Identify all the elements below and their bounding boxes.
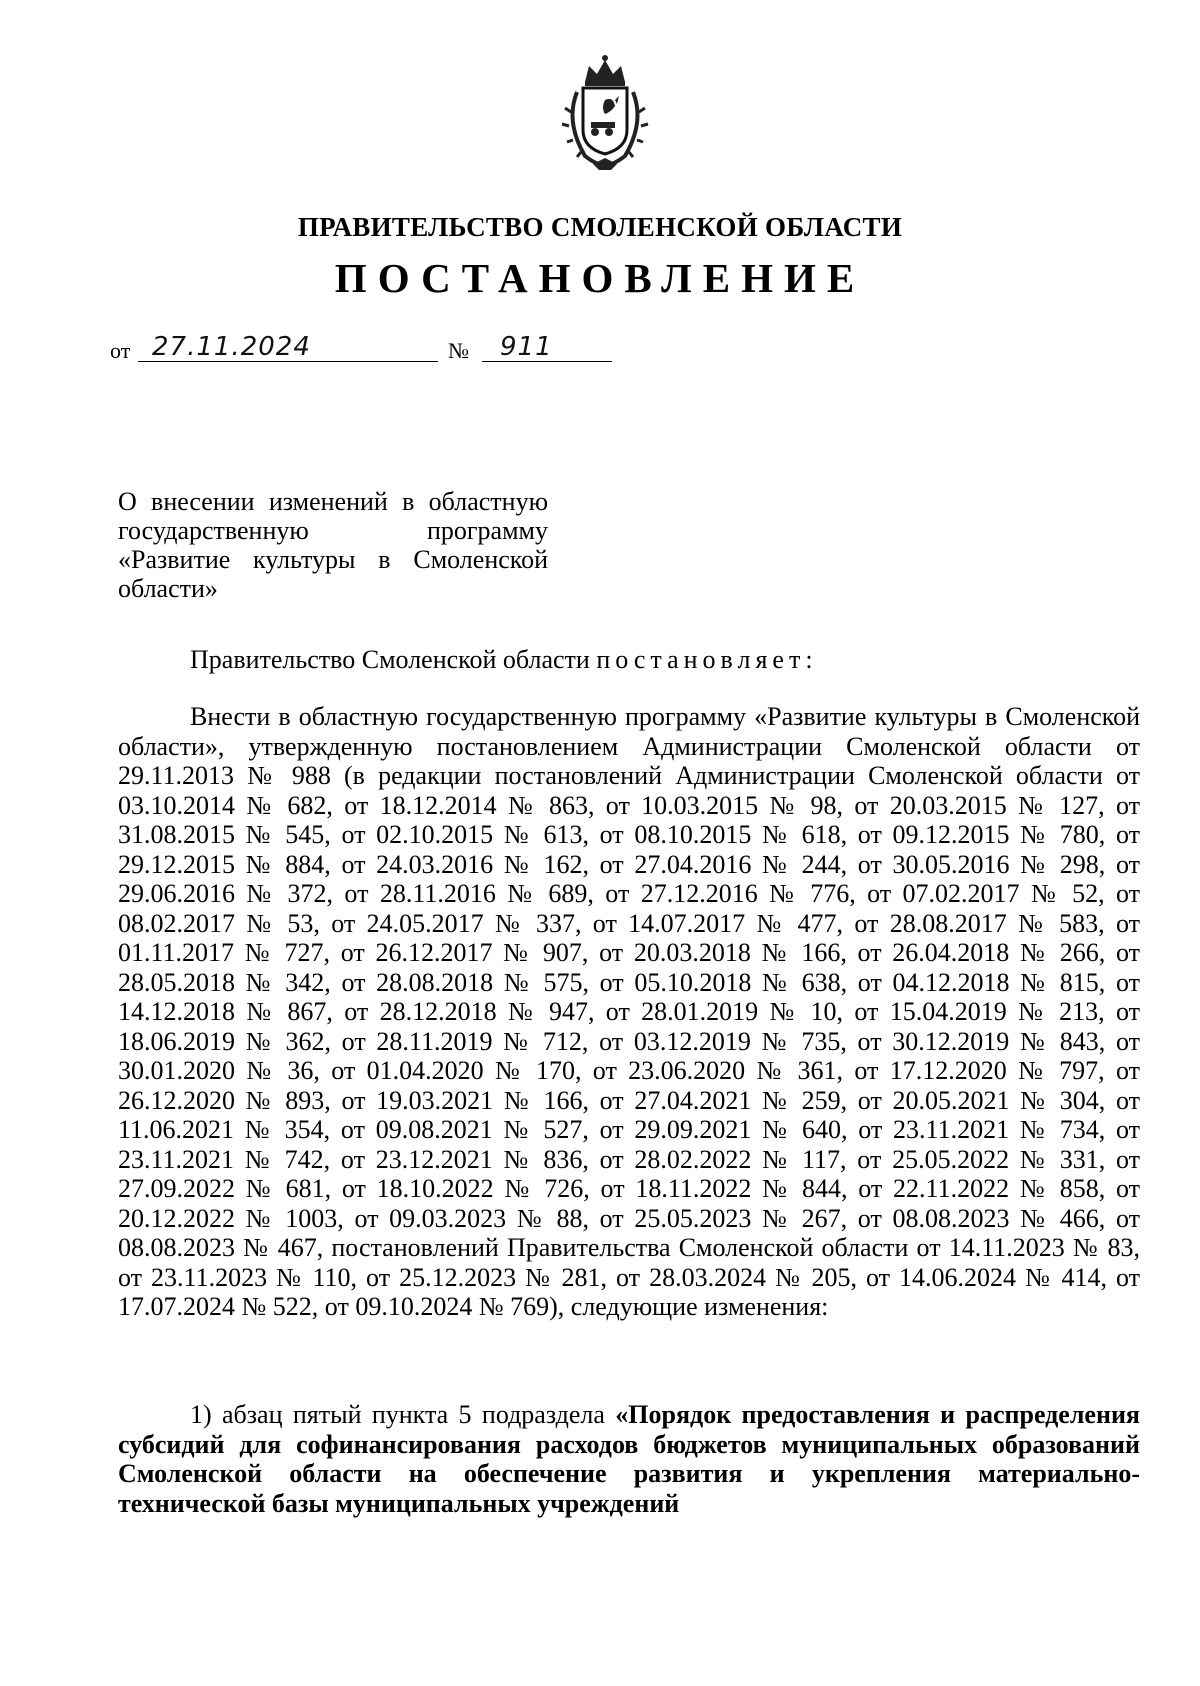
date-from-label: от (110, 338, 131, 363)
smolensk-coat-of-arms-icon (555, 52, 655, 172)
document-type-title: ПОСТАНОВЛЕНИЕ (334, 255, 866, 301)
handwritten-number: 911 (500, 332, 553, 362)
organization-title: ПРАВИТЕЛЬСТВО СМОЛЕНСКОЙ ОБЛАСТИ (297, 212, 903, 242)
handwritten-date: 27.11.2024 (152, 332, 311, 362)
date-number-line (110, 328, 553, 368)
coat-of-arms-emblem (555, 52, 655, 172)
item-1-paragraph (118, 1400, 1140, 1518)
decree-subject: Правительство Смоленской области (190, 645, 597, 674)
item-1-bold-text: «Порядок предоставления и распределения субсидий для софинансирования расходов бюджетов муниципальных образований Смоленской области на обеспечение развития и укрепления материально-технической базы муниципальных учреждений (118, 1400, 1140, 1518)
document-subject: О внесении изменений в областную государственную программу «Развитие культуры в Смоленской области» (118, 487, 548, 603)
main-paragraph: Внести в областную государственную программу «Развитие культуры в Смоленской области», утвержденную постановлением Администрации Смоленской области от 29.11.2013 № 988 (в редакции постановлений Администрации Смоленской области от 03.10.2014 № 682, от 18.12.2014 № 863, от 10.03.2015 № 98, от 20.03.2015 № 127, от 31.08.2015 № 545, от 02.10.2015 № 613, от 08.10.2015 № 618, от 09.12.2015 № 780, от 29.12.2015 № 884, от 24.03.2016 № 162, от 27.04.2016 № 244, от 30.05.2016 № 298, от 29.06.2016 № 372, от 28.11.2016 № 689, от 27.12.2016 № 776, от 07.02.2017 № 52, от 08.02.2017 № 53, от 24.05.2017 № 337, от 14.07.2017 № 477, от 28.08.2017 № 583, от 01.11.2017 № 727, от 26.12.2017 № 907, от 20.03.2018 № 166, от 26.04.2018 № 266, от 28.05.2018 № 342, от 28.08.2018 № 575, от 05.10.2018 № 638, от 04.12.2018 № 815, от 14.12.2018 № 867, от 28.12.2018 № 947, от 28.01.2019 № 10, от 15.04.2019 № 213, от 18.06.2019 № 362, от 28.11.2019 № 712, от 03.12.2019 № 735, от 30.12.2019 № 843, от 30.01.2020 № 36, от 01.04.2020 № 170, от 23.06.2020 № 361, от 17.12.2020 № 797, от 26.12.2020 № 893, от 19.03.2021 № 166, от 27.04.2021 № 259, от 20.05.2021 № 304, от 11.06.2021 № 354, от 09.08.2021 № 527, от 29.09.2021 № 640, от 23.11.2021 № 734, от 23.11.2021 № 742, от 23.12.2021 № 836, от 28.02.2022 № 117, от 25.05.2022 № 331, от 27.09.2022 № 681, от 18.10.2022 № 726, от 18.11.2022 № 844, от 22.11.2022 № 858, от 20.12.2022 № 1003, от 09.03.2023 № 88, от 25.05.2023 № 267, от 08.08.2023 № 466, от 08.08.2023 № 467, постановлений Правительства Смоленской области от 14.11.2023 № 83, от 23.11.2023 № 110, от 25.12.2023 № 281, от 28.03.2024 № 205, от 14.06.2024 № 414, от 17.07.2024 № 522, от 09.10.2024 № 769), следующие изменения: (118, 702, 1140, 1321)
number-label: № (448, 338, 469, 363)
decree-verb: постановляет: (596, 645, 818, 674)
item-1-prefix: 1) абзац пятый пункта 5 подраздела (190, 1400, 616, 1429)
decree-paragraph (118, 645, 1140, 675)
